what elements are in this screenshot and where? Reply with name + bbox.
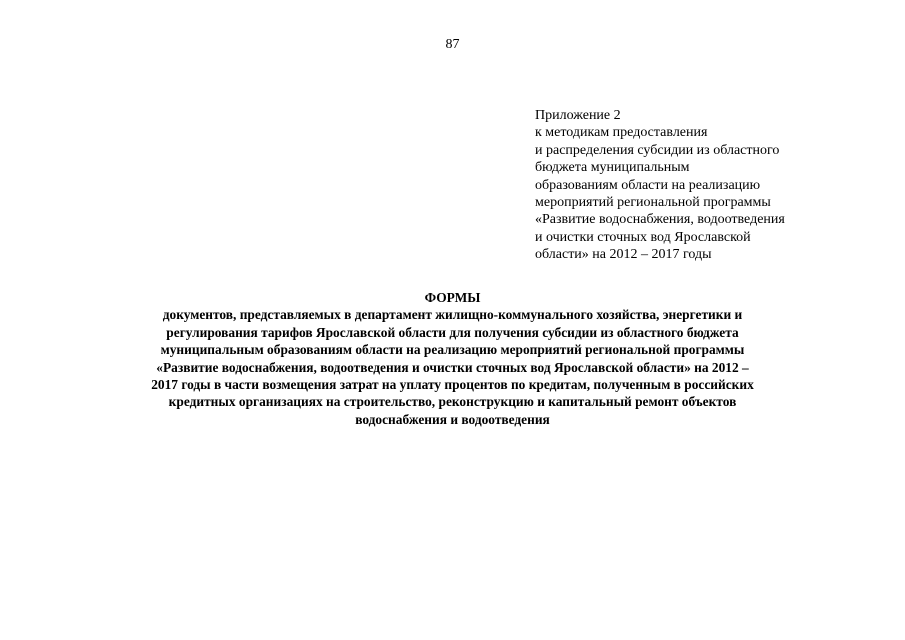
forms-description-line: регулирования тарифов Ярославской области для получения субсидии из областного бюджета [166, 324, 739, 340]
forms-description-line: кредитных организациях на строительство, реконструкцию и капитальный ремонт объектов [168, 394, 737, 410]
appendix-line: Приложение 2 [535, 108, 621, 123]
appendix-line: области» на 2012 – 2017 годы [535, 247, 712, 263]
appendix-line: образованиям области на реализацию [535, 177, 761, 193]
forms-heading-block [110, 289, 795, 428]
forms-description-line: «Развитие водоснабжения, водоотведения и очистки сточных вод Ярославской области» на 2012 – [156, 359, 749, 375]
forms-title: ФОРМЫ [424, 290, 481, 305]
appendix-line: к методикам предоставления [535, 125, 708, 141]
forms-description-line: водоснабжения и водоотведения [355, 411, 550, 427]
forms-description-line: документов, представляемых в департамент жилищно-коммунального хозяйства, энергетики и [162, 307, 743, 323]
appendix-line: и очистки сточных вод Ярославской [535, 229, 751, 245]
appendix-line: мероприятий региональной программы [535, 195, 771, 211]
forms-description-line: 2017 годы в части возмещения затрат на уплату процентов по кредитам, полученным в российских [151, 377, 754, 393]
appendix-line: и распределения субсидии из областного [535, 142, 780, 158]
appendix-line: «Развитие водоснабжения, водоотведения [535, 212, 785, 228]
appendix-line: бюджета муниципальным [535, 160, 690, 176]
page-number: 87 [445, 37, 460, 52]
appendix-note [535, 107, 835, 264]
forms-description-line: муниципальным образованиям области на реализацию мероприятий региональной программы [160, 342, 745, 358]
